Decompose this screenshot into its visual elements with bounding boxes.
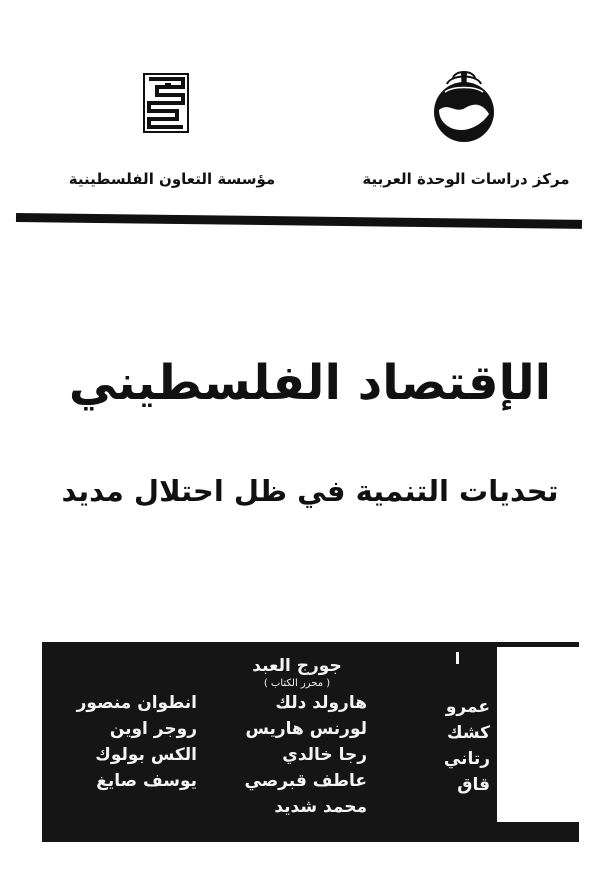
authors-band	[42, 642, 579, 842]
book-subtitle: تحديات التنمية في ظل احتلال مديد	[61, 474, 559, 508]
cooperation-foundation-logo	[143, 73, 189, 133]
authors-middle-column	[212, 690, 367, 820]
arab-unity-center-logo	[425, 68, 503, 146]
author-name: روجر اوين	[109, 719, 197, 739]
publisher-name-left: مؤسسة التعاون الفلسطينية	[68, 170, 276, 188]
author-name-partial: قاق	[457, 775, 490, 795]
author-name: انطوان منصور	[76, 693, 197, 713]
authors-right-column	[372, 694, 490, 798]
author-name: هارولد دلك	[275, 693, 367, 713]
editor-role: ( محرر الكتاب )	[263, 678, 331, 689]
author-name: رجا خالدي	[282, 745, 367, 765]
author-name: محمد شديد	[274, 797, 367, 817]
book-title: الإقتصاد الفلسطيني	[68, 355, 552, 411]
authors-left-column	[47, 690, 197, 794]
author-name-partial: عمرو	[445, 697, 490, 717]
author-name: الكس بولوك	[95, 745, 197, 765]
author-name: عاطف قبرصي	[244, 771, 367, 791]
header-divider	[16, 213, 582, 229]
author-name-partial: رتاني	[443, 749, 490, 769]
author-name: لورنس هاريس	[245, 719, 367, 739]
decorative-tick	[456, 652, 459, 664]
editor-name: جورج العبد	[252, 656, 342, 676]
author-name: يوسف صايغ	[96, 771, 197, 791]
author-name-partial: كشك	[446, 723, 490, 743]
cover-white-panel	[497, 647, 579, 822]
publisher-name-right: مركز دراسات الوحدة العربية	[362, 170, 570, 188]
